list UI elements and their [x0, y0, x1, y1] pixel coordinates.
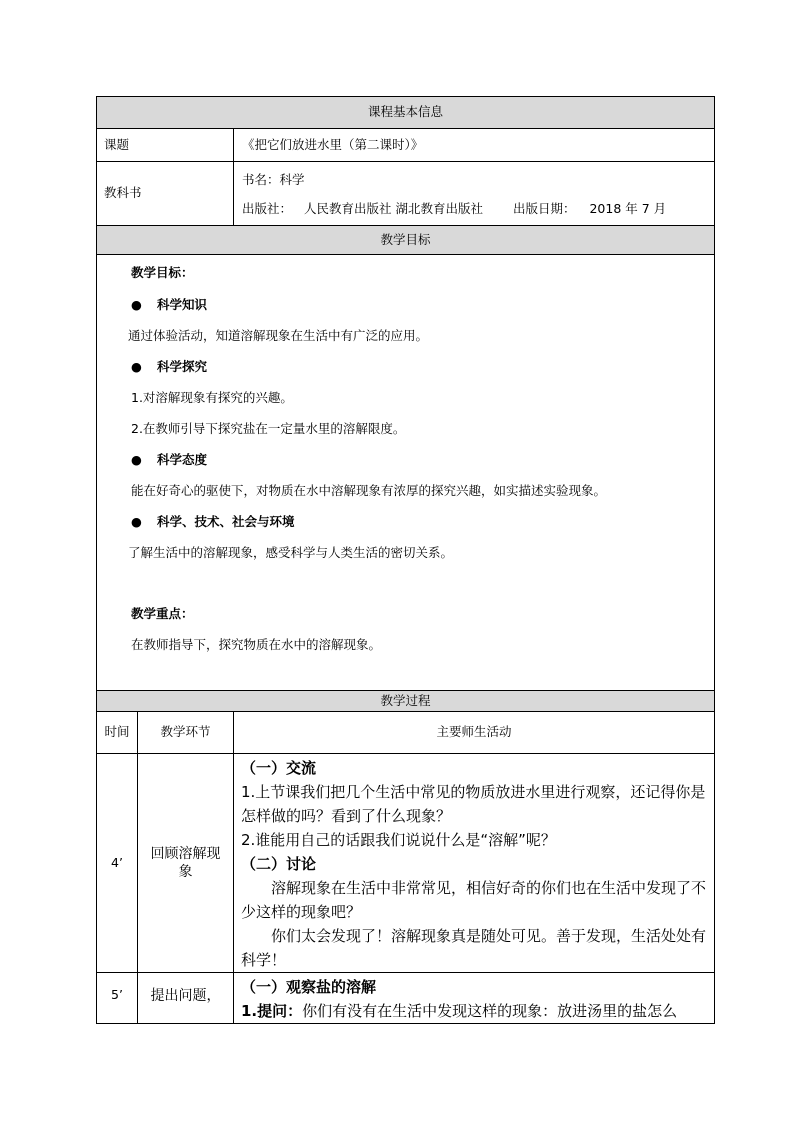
textbook-label: 教科书 [97, 162, 234, 226]
knowledge-title: ● 科学知识 [131, 297, 208, 312]
activity-paragraph-2: 2.谁能用自己的话跟我们说说什么是“溶解”呢？ [241, 831, 556, 849]
activity-paragraph-4: 你们太会发现了！溶解现象真是随处可见。善于发现，生活处处有科学！ [241, 927, 707, 969]
publisher-label: 出版社： [242, 200, 293, 216]
process-header: 教学过程 [97, 691, 715, 712]
activity-paragraph-1: 1.上节课我们把几个生活中常见的物质放进水里进行观察，还记得你是怎样做的吗？看到了什么现象？ [241, 783, 706, 825]
inquiry-item-1: 1.对溶解现象有探究的兴趣。 [131, 390, 293, 405]
textbook-info [234, 162, 715, 226]
pub-date-label: 出版日期： [512, 200, 576, 216]
col-time-header: 时间 [97, 712, 138, 754]
goals-content [97, 255, 715, 691]
col-activity-header: 主要师生活动 [234, 712, 715, 754]
knowledge-text: 通过体验活动，知道溶解现象在生活中有广泛的应用。 [128, 328, 429, 343]
row-time: 5’ [97, 973, 138, 1024]
activity-paragraph-3: 溶解现象在生活中非常常见，相信好奇的你们也在生活中发现了不少这样的现象吧？ [241, 879, 707, 921]
row-activity [234, 754, 715, 973]
row-activity [234, 973, 715, 1024]
inquiry-item-2: 2.在教师引导下探究盐在一定量水里的溶解限度。 [131, 421, 406, 436]
activity-question: 1.提问：你们有没有在生活中发现这样的现象：放进汤里的盐怎么 [241, 1002, 678, 1020]
goals-header: 教学目标 [97, 226, 715, 255]
goals-heading: 教学目标： [131, 265, 194, 280]
publisher-value: 人民教育出版社 湖北教育出版社 [304, 200, 483, 216]
row-stage: 提出问题， [138, 973, 234, 1024]
table-row [97, 754, 715, 973]
publisher-line [242, 195, 714, 223]
sts-title: ● 科学、技术、社会与环境 [131, 514, 295, 529]
attitude-text: 能在好奇心的驱使下，对物质在水中溶解现象有浓厚的探究兴趣，如实描述实验现象。 [131, 483, 607, 498]
activity-heading-1: （一）交流 [241, 759, 317, 777]
row-stage: 回顾溶解现象 [138, 754, 234, 973]
course-info-header: 课程基本信息 [97, 97, 715, 129]
attitude-title: ● 科学态度 [131, 452, 208, 467]
col-stage-header: 教学环节 [138, 712, 234, 754]
book-name: 书名：科学 [242, 171, 305, 187]
key-heading: 教学重点： [131, 606, 194, 621]
table-row [97, 973, 715, 1024]
sts-text: 了解生活中的溶解现象，感受科学与人类生活的密切关系。 [128, 545, 454, 560]
key-text: 在教师指导下，探究物质在水中的溶解现象。 [131, 637, 382, 652]
activity-heading-2: （二）讨论 [241, 855, 317, 873]
inquiry-title: ● 科学探究 [131, 359, 208, 374]
row-time: 4’ [97, 754, 138, 973]
topic-label: 课题 [97, 129, 234, 162]
activity-heading-1: （一）观察盐的溶解 [241, 978, 377, 996]
pub-date-value: 2018 年 7 月 [589, 200, 667, 216]
lesson-plan-table [96, 96, 715, 1024]
topic-value: 《把它们放进水里（第二课时）》 [234, 129, 715, 162]
